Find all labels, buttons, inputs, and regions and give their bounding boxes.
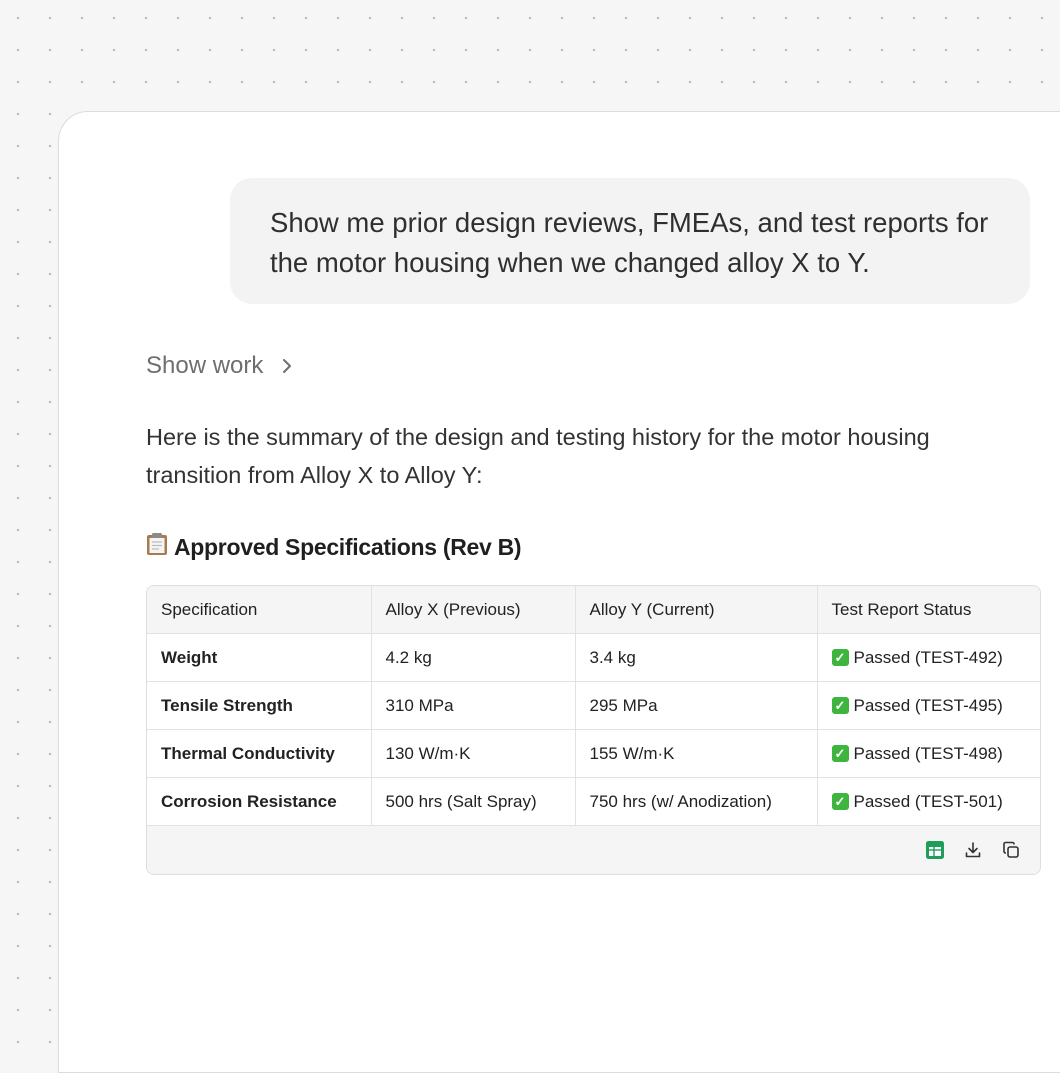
column-header-test-status: Test Report Status — [817, 586, 1040, 634]
spec-name-cell: Thermal Conductivity — [147, 730, 371, 778]
spec-name-cell: Weight — [147, 634, 371, 682]
check-mark-icon: ✓ — [832, 649, 849, 666]
alloy-x-cell: 130 W/m·K — [371, 730, 575, 778]
status-cell — [817, 682, 1040, 730]
user-message-text: Show me prior design reviews, FMEAs, and test reports for the motor housing when we changed alloy X to Y. — [270, 207, 989, 278]
spec-name-cell: Tensile Strength — [147, 682, 371, 730]
alloy-x-cell: 4.2 kg — [371, 634, 575, 682]
check-mark-icon: ✓ — [832, 697, 849, 714]
alloy-y-cell: 3.4 kg — [575, 634, 817, 682]
table-row — [147, 778, 1040, 826]
status-text: Passed (TEST-495) — [853, 695, 1003, 715]
section-heading — [146, 532, 521, 562]
show-work-toggle[interactable] — [146, 352, 293, 380]
spec-table — [147, 586, 1040, 826]
chat-panel — [58, 111, 1060, 1073]
spec-name-cell: Corrosion Resistance — [147, 778, 371, 826]
user-message-bubble — [230, 178, 1030, 304]
status-cell — [817, 778, 1040, 826]
status-cell — [817, 634, 1040, 682]
table-row — [147, 682, 1040, 730]
check-mark-icon: ✓ — [832, 793, 849, 810]
table-row — [147, 634, 1040, 682]
table-toolbar — [147, 826, 1040, 874]
show-work-label: Show work — [146, 352, 264, 379]
column-header-alloy-y: Alloy Y (Current) — [575, 586, 817, 634]
table-header-row — [147, 586, 1040, 634]
assistant-summary: Here is the summary of the design and testing history for the motor housing transition from Alloy X to Alloy Y: — [146, 424, 930, 488]
chevron-right-icon — [281, 357, 293, 375]
section-heading-text: Approved Specifications (Rev B) — [174, 533, 522, 560]
sheets-icon[interactable] — [926, 841, 944, 859]
download-icon[interactable] — [964, 841, 982, 859]
spec-table-card — [146, 585, 1041, 875]
table-row — [147, 730, 1040, 778]
column-header-specification: Specification — [147, 586, 371, 634]
alloy-x-cell: 310 MPa — [371, 682, 575, 730]
status-text: Passed (TEST-498) — [853, 743, 1003, 763]
alloy-y-cell: 295 MPa — [575, 682, 817, 730]
status-text: Passed (TEST-501) — [853, 791, 1003, 811]
alloy-y-cell: 155 W/m·K — [575, 730, 817, 778]
status-cell — [817, 730, 1040, 778]
alloy-y-cell: 750 hrs (w/ Anodization) — [575, 778, 817, 826]
alloy-x-cell: 500 hrs (Salt Spray) — [371, 778, 575, 826]
column-header-alloy-x: Alloy X (Previous) — [371, 586, 575, 634]
check-mark-icon: ✓ — [832, 745, 849, 762]
status-text: Passed (TEST-492) — [853, 647, 1003, 667]
copy-icon[interactable] — [1002, 841, 1020, 859]
clipboard-icon — [146, 532, 168, 562]
